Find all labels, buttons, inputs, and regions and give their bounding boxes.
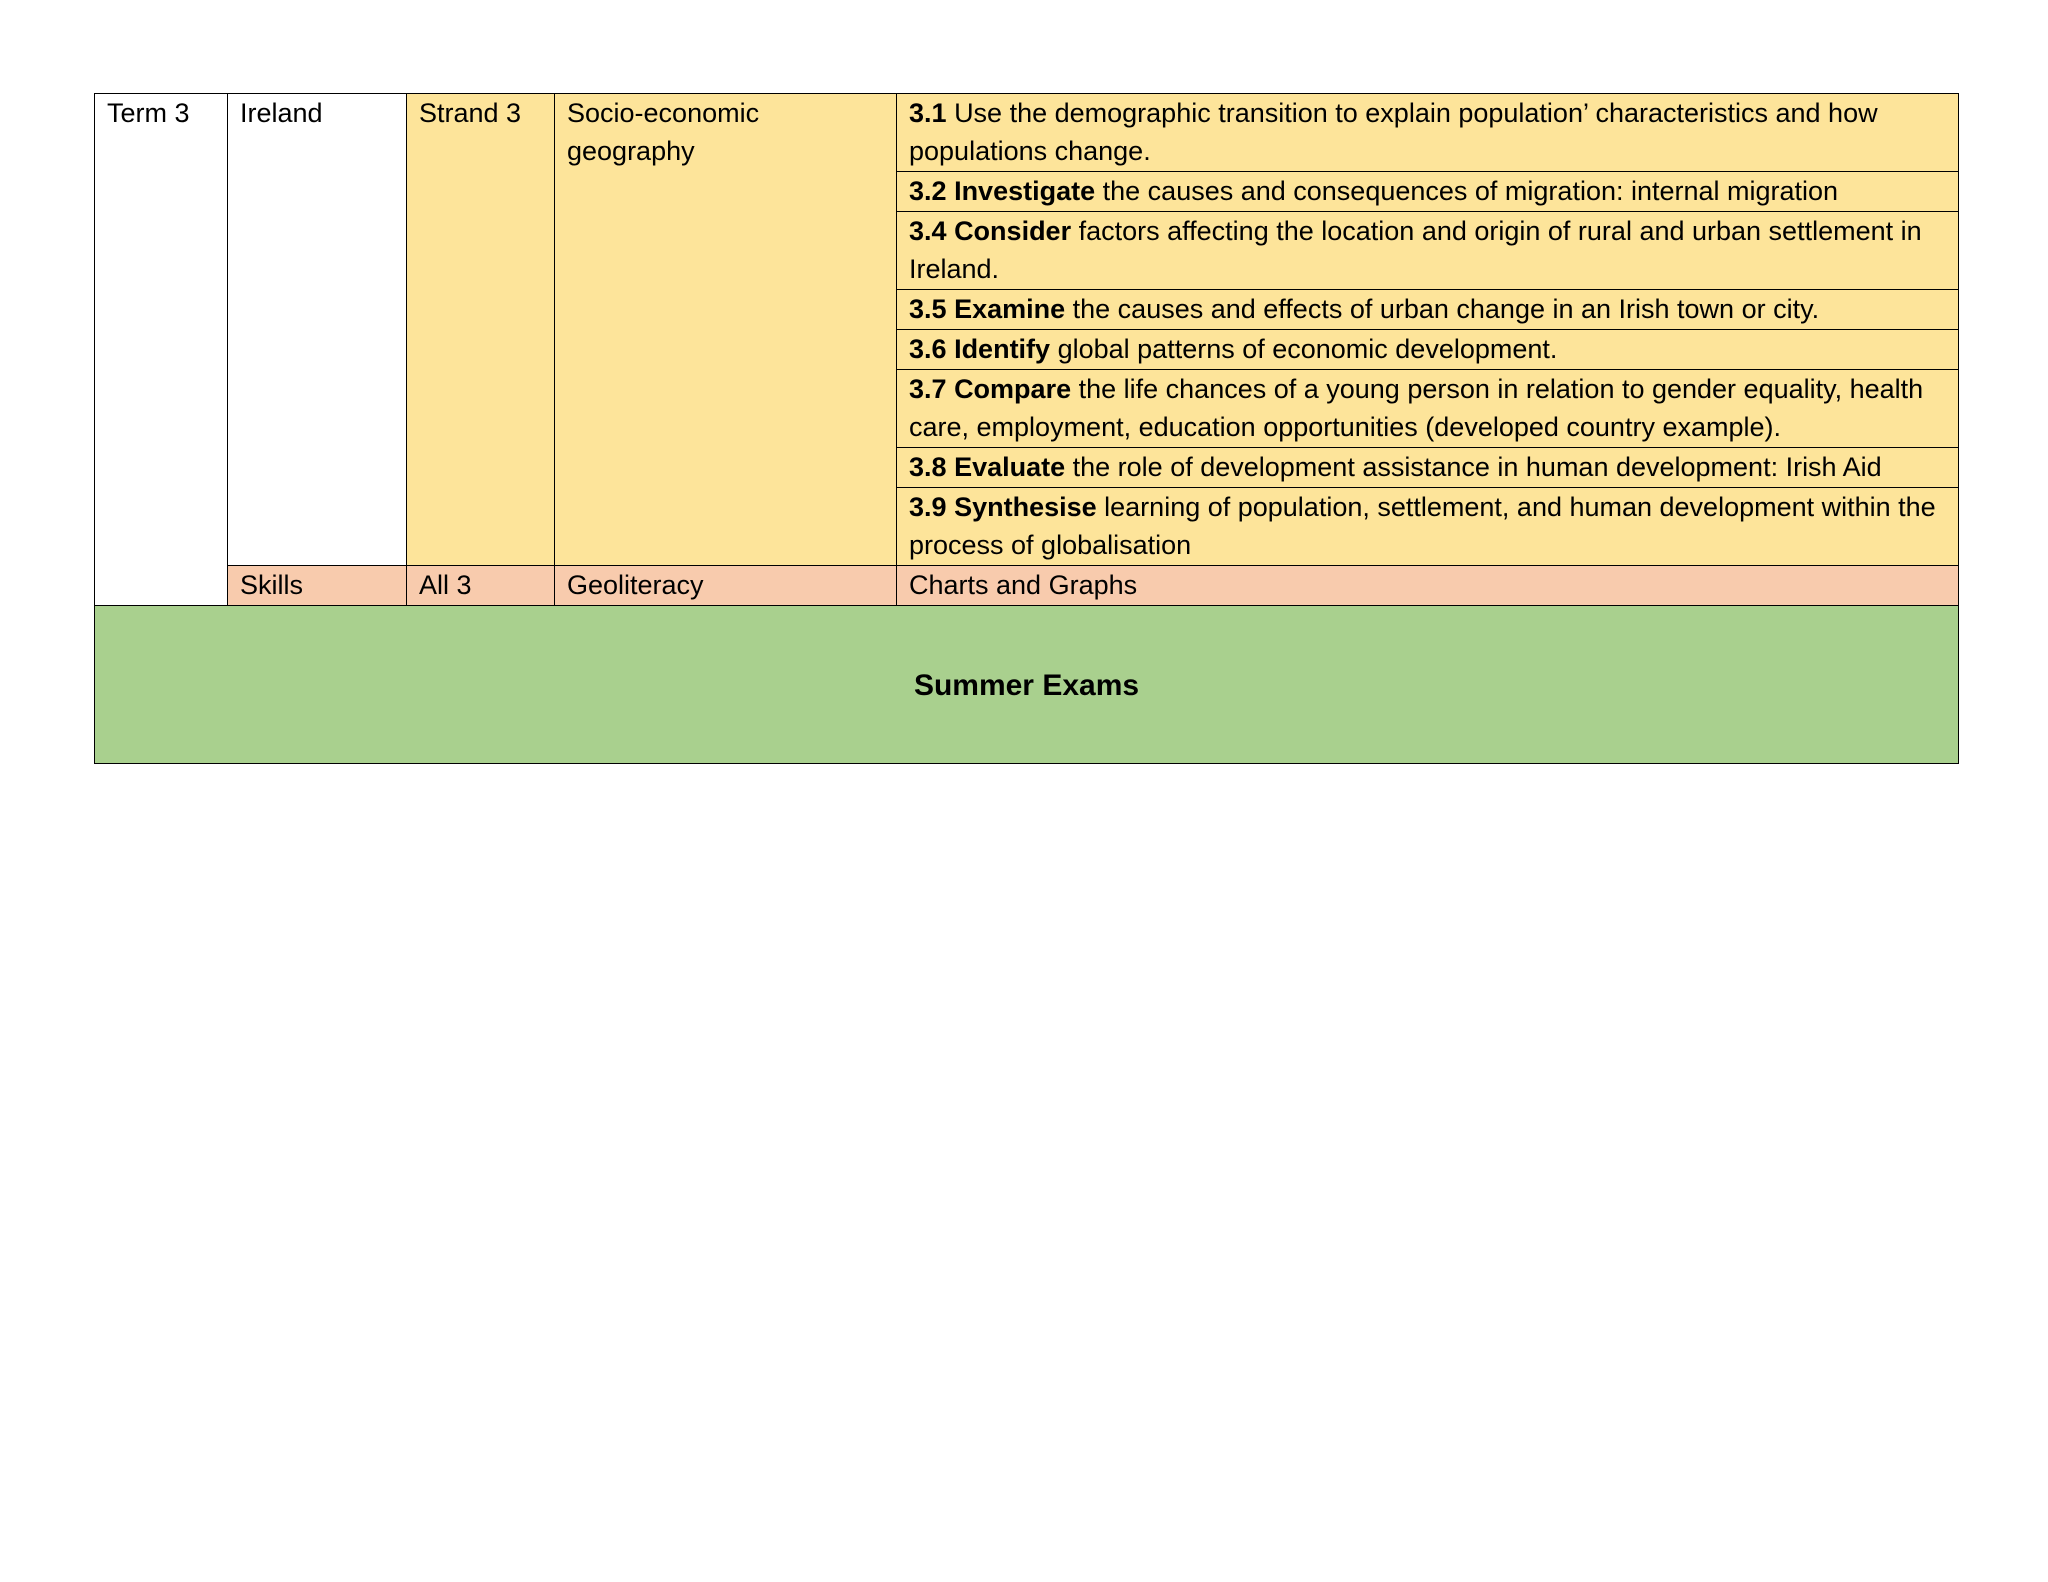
area-cell: Ireland (228, 94, 407, 566)
learning-outcome (897, 488, 1959, 566)
outcome-verb: Examine (954, 294, 1066, 324)
term-cell: Term 3 (95, 94, 228, 606)
learning-outcome (897, 370, 1959, 448)
learning-outcome (897, 94, 1959, 172)
learning-outcome (897, 212, 1959, 290)
outcome-number: 3.5 (909, 294, 947, 324)
skills-area-cell: Skills (228, 566, 407, 606)
outcome-number: 3.8 (909, 452, 947, 482)
outcome-text: the causes and effects of urban change in an Irish town or city. (1072, 294, 1820, 324)
skills-strand-cell: All 3 (407, 566, 555, 606)
outcome-text: global patterns of economic development. (1057, 334, 1558, 364)
outcome-text: the life chances of a young person in relation to gender equality, health care, employment, education opportunities (developed country example). (909, 374, 1924, 442)
outcome-text: factors affecting the location and origin of rural and urban settlement in Ireland. (909, 216, 1922, 284)
outcome-text: learning of population, settlement, and human development within the process of globalisation (909, 492, 1936, 560)
outcome-verb: Evaluate (954, 452, 1066, 482)
table-row (95, 94, 1959, 172)
term-plan-table (94, 93, 1959, 764)
outcome-number: 3.1 (909, 98, 947, 128)
learning-outcome (897, 172, 1959, 212)
outcome-number: 3.4 (909, 216, 947, 246)
skills-outcome-cell: Charts and Graphs (897, 566, 1959, 606)
outcome-text: the role of development assistance in human development: Irish Aid (1072, 452, 1882, 482)
summer-exams-banner: Summer Exams (95, 606, 1959, 764)
outcome-number: 3.2 (909, 176, 947, 206)
learning-outcome (897, 330, 1959, 370)
strand-cell: Strand 3 (407, 94, 555, 566)
skills-topic-cell: Geoliteracy (555, 566, 897, 606)
outcome-verb: Consider (954, 216, 1072, 246)
outcome-number: 3.6 (909, 334, 947, 364)
outcome-verb: Synthesise (954, 492, 1097, 522)
learning-outcome (897, 448, 1959, 488)
learning-outcome (897, 290, 1959, 330)
outcome-number: 3.9 (909, 492, 947, 522)
outcome-text: the causes and consequences of migration: internal migration (1102, 176, 1839, 206)
outcome-verb: Identify (954, 334, 1051, 364)
skills-row (95, 566, 1959, 606)
outcome-verb: Investigate (954, 176, 1096, 206)
exam-row (95, 606, 1959, 764)
outcome-number: 3.7 (909, 374, 947, 404)
outcome-verb: Compare (954, 374, 1072, 404)
topic-cell: Socio-economic geography (555, 94, 897, 566)
outcome-text: Use the demographic transition to explain population’ characteristics and how populations change. (909, 98, 1878, 166)
